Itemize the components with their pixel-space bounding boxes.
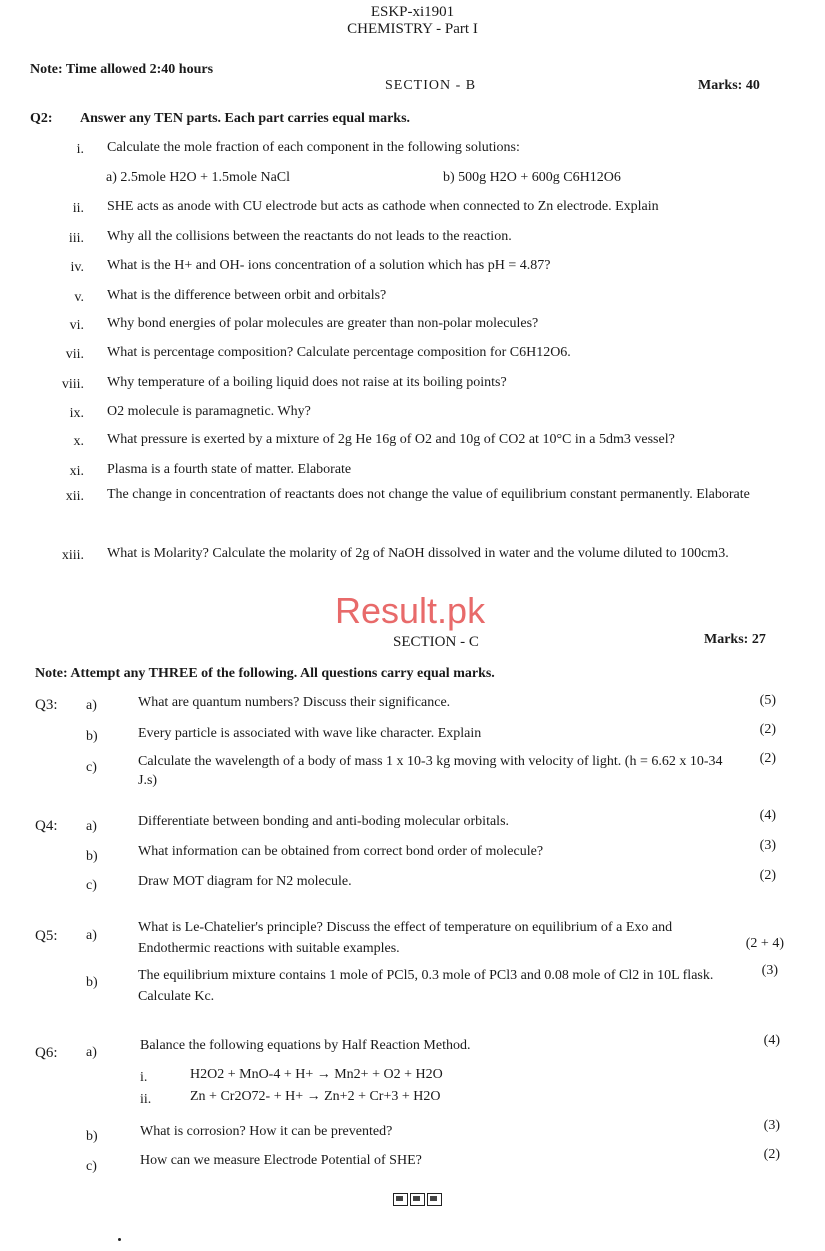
time-note: Note: Time allowed 2:40 hours: [30, 62, 214, 77]
section-b-title: SECTION - B: [385, 78, 477, 93]
q2-part-number: iii.: [68, 231, 84, 246]
q4c-letter: c): [86, 878, 97, 893]
q4c-marks: (2): [759, 868, 776, 883]
q2-part-text: What pressure is exerted by a mixture of 2g He 16g of O2 and 10g of CO2 at 10°C in a 5dm3 vessel?: [107, 432, 675, 447]
q4a-marks: (4): [759, 808, 776, 823]
q2-part-text: Why all the collisions between the reactants do not leads to the reaction.: [107, 229, 512, 244]
mark-box-icon: [410, 1193, 425, 1206]
watermark-text: Result.pk: [335, 590, 486, 631]
q6a-letter: a): [86, 1045, 97, 1060]
stray-dot: [118, 1238, 121, 1241]
q2-part-number: x.: [73, 434, 84, 449]
q4b-marks: (3): [759, 838, 776, 853]
q2-part-text: What is the H+ and OH- ions concentration of a solution which has pH = 4.87?: [107, 258, 551, 273]
q6-eq-ii-num: ii.: [140, 1092, 152, 1107]
q6-label: Q6:: [35, 1045, 58, 1061]
mark-box-icon: [393, 1193, 408, 1206]
q2-part-text: What is percentage composition? Calculate percentage composition for C6H12O6.: [107, 345, 571, 360]
q2-part-number: i.: [76, 142, 84, 157]
q3c-letter: c): [86, 760, 97, 775]
q3b-letter: b): [86, 729, 98, 744]
q6-eq-i-num: i.: [140, 1070, 148, 1085]
q6a-marks: (4): [763, 1033, 780, 1048]
q5-label: Q5:: [35, 928, 58, 944]
q3c-marks: (2): [759, 751, 776, 766]
q2-label: Q2:: [30, 111, 53, 126]
q2-part-number: v.: [74, 290, 84, 305]
q3-label: Q3:: [35, 697, 58, 713]
q2-part-number: ii.: [72, 201, 84, 216]
q2-part-number: xiii.: [61, 548, 84, 563]
q2-part-text: What is the difference between orbit and orbitals?: [107, 288, 387, 303]
part-i-b: b) 500g H2O + 600g C6H12O6: [443, 170, 621, 185]
q6a-text: Balance the following equations by Half Reaction Method.: [140, 1038, 471, 1053]
paper-subject: CHEMISTRY - Part I: [347, 21, 478, 37]
q5a-text: What is Le-Chatelier's principle? Discuss the effect of temperature on equilibrium of a Exo and Endothermic reactions with suitable examples.: [138, 920, 673, 956]
q6b-letter: b): [86, 1129, 98, 1144]
q3a-text: What are quantum numbers? Discuss their significance.: [138, 695, 451, 710]
q5b-text: The equilibrium mixture contains 1 mole of PCl5, 0.3 mole of PCl3 and 0.08 mole of Cl2 in 10L flask. Calculate Kc.: [138, 968, 714, 1004]
q2-part-number: ix.: [69, 406, 84, 421]
q6b-marks: (3): [763, 1118, 780, 1133]
q3a-marks: (5): [759, 693, 776, 708]
section-c-marks: Marks: 27: [704, 632, 766, 647]
part-i-a: a) 2.5mole H2O + 1.5mole NaCl: [106, 170, 291, 185]
q3a-letter: a): [86, 698, 97, 713]
q3b-text: Every particle is associated with wave like character. Explain: [138, 726, 482, 741]
q4b-text: What information can be obtained from correct bond order of molecule?: [138, 844, 544, 859]
q6-eq-i: H2O2 + MnO-4 + H+ → Mn2+ + O2 + H2O: [190, 1067, 443, 1082]
q2-part-text: Why temperature of a boiling liquid does not raise at its boiling points?: [107, 375, 507, 390]
q4a-letter: a): [86, 819, 97, 834]
q2-part-text: Calculate the mole fraction of each component in the following solutions:: [107, 140, 520, 155]
q5a-marks: (2 + 4): [745, 936, 784, 951]
paper-code: ESKP-xi1901: [370, 4, 455, 20]
q2-part-number: xii.: [65, 489, 84, 504]
q2-part-number: xi.: [69, 464, 84, 479]
mark-box-icon: [427, 1193, 442, 1206]
q5b-marks: (3): [761, 963, 778, 978]
q2-part-number: vii.: [65, 347, 84, 362]
q4b-letter: b): [86, 849, 98, 864]
section-c-note: Note: Attempt any THREE of the following. All questions carry equal marks.: [35, 666, 495, 681]
q5a-letter: a): [86, 928, 97, 943]
q2-part-number: iv.: [70, 260, 84, 275]
q2-part-number: viii.: [61, 377, 84, 392]
page-mark-icon: [393, 1190, 444, 1208]
q2-part-text: Plasma is a fourth state of matter. Elaborate: [107, 462, 352, 477]
q6c-marks: (2): [763, 1147, 780, 1162]
q6b-text: What is corrosion? How it can be prevented?: [140, 1124, 393, 1139]
q4-label: Q4:: [35, 818, 58, 834]
section-b-marks: Marks: 40: [698, 78, 760, 93]
q6c-letter: c): [86, 1159, 97, 1174]
q2-part-text: Why bond energies of polar molecules are greater than non-polar molecules?: [107, 316, 539, 331]
q3c-text: Calculate the wavelength of a body of mass 1 x 10-3 kg moving with velocity of light. (h = 6.62 x 10-34 J.s): [138, 754, 723, 788]
q2-part-text: What is Molarity? Calculate the molarity of 2g of NaOH dissolved in water and the volume diluted to 100cm3.: [107, 546, 729, 561]
q3b-marks: (2): [759, 722, 776, 737]
q2-instruction: Answer any TEN parts. Each part carries equal marks.: [80, 111, 411, 126]
q6c-text: How can we measure Electrode Potential of SHE?: [140, 1153, 422, 1168]
q4c-text: Draw MOT diagram for N2 molecule.: [138, 874, 352, 889]
q4a-text: Differentiate between bonding and anti-boding molecular orbitals.: [138, 814, 510, 829]
q2-part-text: The change in concentration of reactants does not change the value of equilibrium constant permanently. Elaborate: [107, 487, 750, 502]
q6-eq-ii: Zn + Cr2O72- + H+ → Zn+2 + Cr+3 + H2O: [190, 1089, 441, 1104]
q2-part-text: O2 molecule is paramagnetic. Why?: [107, 404, 311, 419]
q5b-letter: b): [86, 975, 98, 990]
q2-part-number: vi.: [69, 318, 84, 333]
section-c-title: SECTION - C: [393, 634, 479, 650]
q2-part-text: SHE acts as anode with CU electrode but acts as cathode when connected to Zn electrode. Explain: [107, 199, 659, 214]
